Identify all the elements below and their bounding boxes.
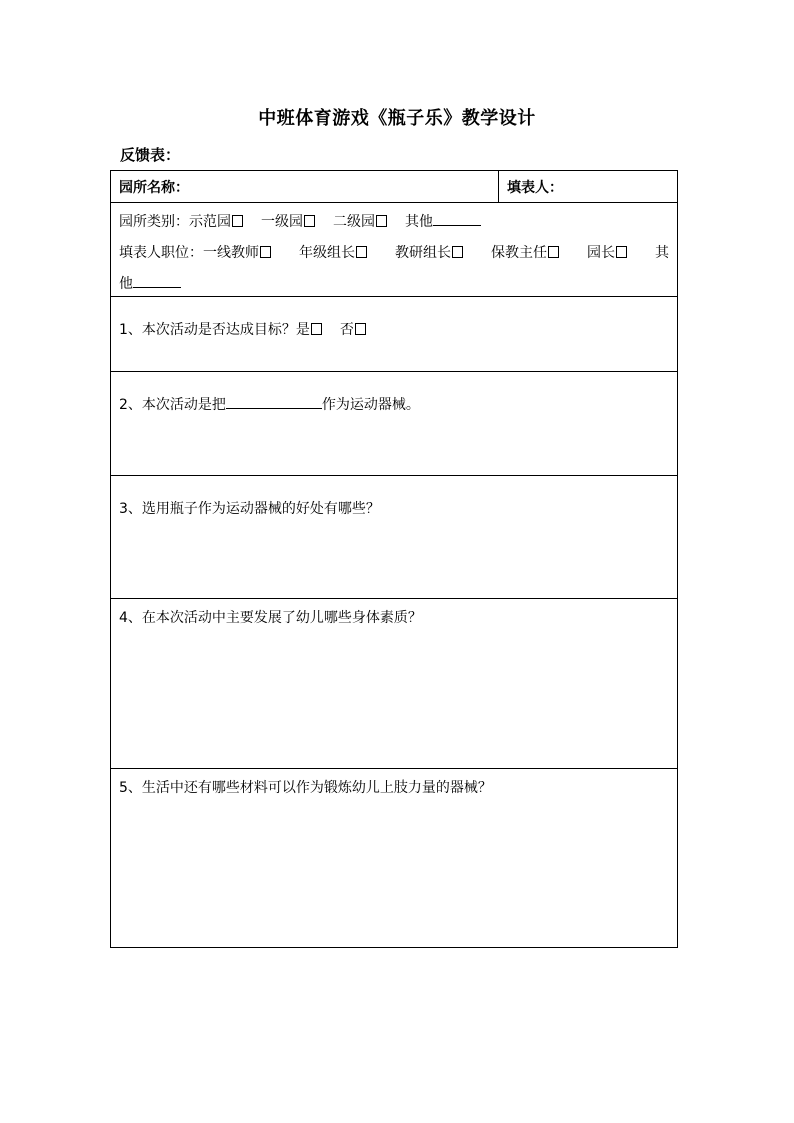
info-row: [111, 203, 677, 297]
position-other-blank[interactable]: [133, 273, 181, 288]
question-1-text: 1、本次活动是否达成目标？: [119, 322, 296, 338]
question-1-row: [111, 297, 677, 372]
filler-name-field[interactable]: 填表人：: [507, 180, 563, 196]
position-option-label: 教研组长: [395, 245, 451, 261]
category-option-label: 二级园: [333, 214, 375, 230]
document-title: 中班体育游戏《瓶子乐》教学设计: [258, 108, 536, 129]
checkbox-icon[interactable]: [232, 215, 243, 227]
question-3-row: [111, 476, 677, 599]
question-3-text: 3、选用瓶子作为运动器械的好处有哪些？: [119, 501, 380, 517]
no-option-label: 否: [339, 322, 354, 338]
category-label: 园所类别：: [119, 214, 189, 230]
category-other-blank[interactable]: [433, 211, 481, 226]
header-row: [111, 171, 677, 203]
checkbox-icon[interactable]: [260, 246, 271, 258]
position-option-label: 年级组长: [299, 245, 355, 261]
checkbox-icon[interactable]: [616, 246, 627, 258]
checkbox-icon[interactable]: [311, 323, 322, 335]
question-4-row: [111, 599, 677, 769]
position-option-label: 保教主任: [491, 245, 547, 261]
question-2-suffix: 作为运动器械。: [321, 397, 420, 413]
yes-option-label: 是: [295, 322, 310, 338]
category-line: [119, 207, 669, 238]
position-option-label: 园长: [587, 245, 615, 261]
question-5-row: [111, 769, 677, 948]
question-2-prefix: 2、本次活动是把: [119, 397, 226, 413]
feedback-table: [110, 170, 678, 948]
category-option-label: 一级园: [261, 214, 303, 230]
checkbox-icon[interactable]: [452, 246, 463, 258]
kindergarten-name-field[interactable]: 园所名称：: [111, 171, 499, 202]
checkbox-icon[interactable]: [304, 215, 315, 227]
category-option-label: 示范园: [189, 214, 231, 230]
question-4-text: 4、在本次活动中主要发展了幼儿哪些身体素质？: [119, 610, 422, 626]
checkbox-icon[interactable]: [548, 246, 559, 258]
position-label: 填表人职位：: [119, 245, 203, 261]
category-other-label: 其他: [405, 214, 433, 230]
feedback-form-label: 反馈表：: [120, 146, 181, 164]
position-option-label: 一线教师: [203, 245, 259, 261]
checkbox-icon[interactable]: [356, 246, 367, 258]
checkbox-icon[interactable]: [376, 215, 387, 227]
checkbox-icon[interactable]: [355, 323, 366, 335]
question-2-blank[interactable]: [226, 394, 322, 409]
position-line: [119, 238, 669, 269]
question-2-row: [111, 372, 677, 476]
position-other-line: [119, 269, 669, 300]
position-other-label-part1: 其: [655, 245, 669, 261]
position-other-label-part2: 他: [119, 276, 133, 292]
question-5-text: 5、生活中还有哪些材料可以作为锻炼幼儿上肢力量的器械？: [119, 780, 492, 796]
